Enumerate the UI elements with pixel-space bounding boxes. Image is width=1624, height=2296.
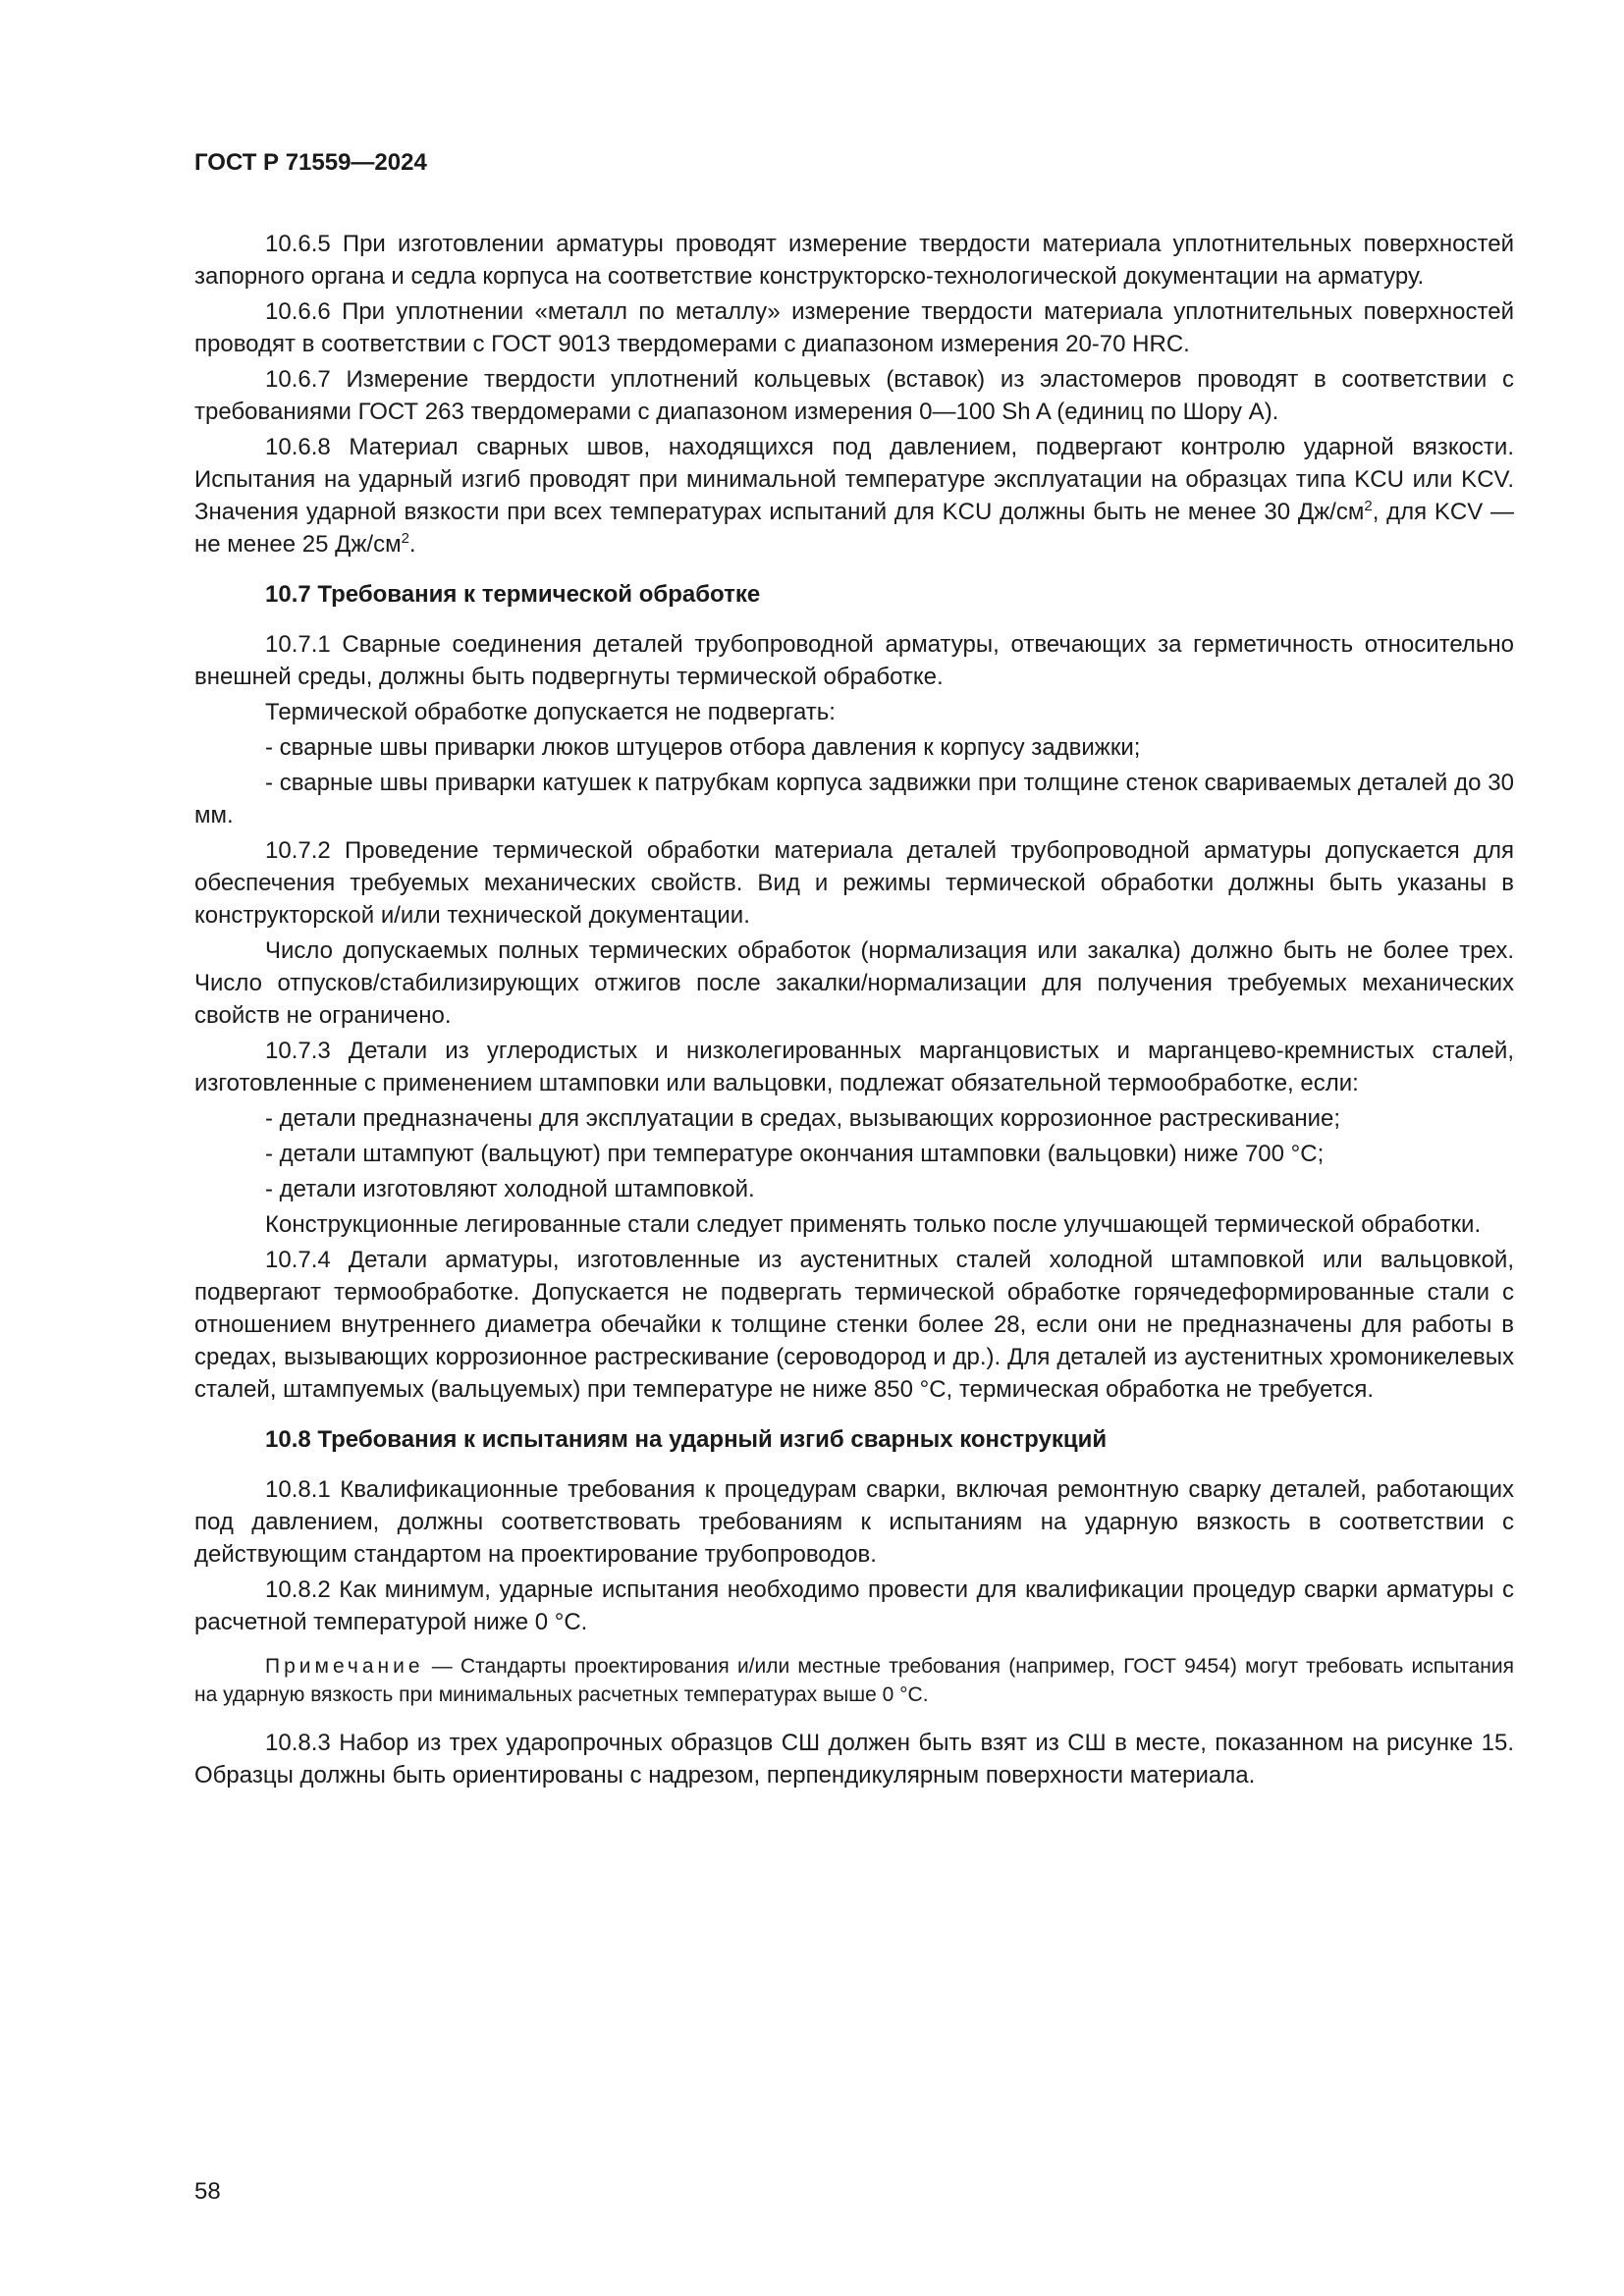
- section-title-10-8: 10.8 Требования к испытаниям на ударный изгиб сварных конструкций: [265, 1426, 1108, 1453]
- paragraph-10-6-5: 10.6.5 При изготовлении арматуры проводят измерение твердости материала уплотнительных поверхностей запорного органа и седла корпуса на соответствие конструкторско-технологической документации на арматуру.: [194, 231, 1514, 290]
- paragraph-10-6-8-part-c: .: [408, 531, 416, 558]
- paragraph-10-8-2: 10.8.2 Как минимум, ударные испытания необходимо провести для квалификации процедур сварки арматуры с расчетной температурой ниже 0 °С.: [194, 1576, 1514, 1635]
- list-item: - детали изготовляют холодной штамповкой.: [265, 1176, 755, 1202]
- paragraph-10-7-1-intro: Термической обработке допускается не подвергать:: [265, 699, 836, 725]
- note-text: — Стандарты проектирования и/или местные требования (например, ГОСТ 9454) могут требовать испытания на ударную вязкость при минимальных расчетных температурах выше 0 °С.: [194, 1655, 1514, 1706]
- list-item: - детали штампуют (вальцуют) при температуре окончания штамповки (вальцовки) ниже 700 °С;: [265, 1141, 1325, 1167]
- paragraph-10-7-2: 10.7.2 Проведение термической обработки материала деталей трубопроводной арматуры допускается для обеспечения требуемых механических свойств. Вид и режимы термической обработки должны быть указаны в конструкторской и/или технической документации.: [194, 837, 1514, 929]
- document-header-id: ГОСТ Р 71559—2024: [194, 149, 427, 176]
- paragraph-10-7-2-limits: Число допускаемых полных термических обработок (нормализация или закалка) должно быть не более трех. Число отпусков/стабилизирующих отжигов после закалки/нормализации для получения требуемых механических свойств не ограничено.: [194, 937, 1514, 1029]
- paragraph-10-6-8: [194, 431, 1514, 561]
- paragraph-10-6-8-part-a: 10.6.8 Материал сварных швов, находящихся под давлением, подвергают контролю ударной вязкости. Испытания на ударный изгиб проводят при минимальной температуре эксплуатации на образцах типа KCU или KCV. Значения ударной вязкости при всех температурах испытаний для KCU должны быть не менее 30 Дж/см: [194, 434, 1514, 525]
- paragraph-10-6-7: 10.6.7 Измерение твердости уплотнений кольцевых (вставок) из эластомеров проводят в соответствии с требованиями ГОСТ 263 твердомерами с диапазоном измерения 0—100 Sh A (единиц по Шору А).: [194, 366, 1514, 425]
- section-title-10-7: 10.7 Требования к термической обработке: [265, 581, 761, 608]
- paragraph-10-7-3: 10.7.3 Детали из углеродистых и низколегированных марганцовистых и марганцево-кремнистых сталей, изготовленные с применением штамповки или вальцовки, подлежат обязательной термообработке, если:: [194, 1038, 1514, 1096]
- paragraph-10-7-4: 10.7.4 Детали арматуры, изготовленные из аустенитных сталей холодной штамповкой или вальцовкой, подвергают термообработке. Допускается не подвергать термической обработке горячедеформированные стали с отношением внутреннего диаметра обечайки к толщине стенки более 28, если они не предназначены для работы в средах, вызывающих коррозионное растрескивание (сероводород и др.). Для деталей из аустенитных хромоникелевых сталей, штампуемых (вальцуемых) при температуре не ниже 850 °С, термическая обработка не требуется.: [194, 1247, 1514, 1403]
- page-number: 58: [194, 2178, 221, 2205]
- paragraph-10-8-3: 10.8.3 Набор из трех ударопрочных образцов СШ должен быть взят из СШ в месте, показанном на рисунке 15. Образцы должны быть ориентированы с надрезом, перпендикулярным поверхности материала.: [194, 1730, 1514, 1789]
- superscript-2: 2: [401, 530, 409, 547]
- paragraph-10-6-8-part-b: , для KCV — не менее 25 Дж/см: [194, 499, 1514, 558]
- note: [194, 1652, 1514, 1709]
- note-label: Примечание: [265, 1655, 424, 1678]
- paragraph-10-6-6: 10.6.6 При уплотнении «металл по металлу» измерение твердости материала уплотнительных поверхностей проводят в соответствии с ГОСТ 9013 твердомерами с диапазоном измерения 20-70 HRC.: [194, 298, 1514, 357]
- document-body: [194, 228, 1514, 1791]
- paragraph-10-8-1: 10.8.1 Квалификационные требования к процедурам сварки, включая ремонтную сварку деталей, работающих под давлением, должны соответствовать требованиям к испытаниям на ударную вязкость в соответствии с действующим стандартом на проектирование трубопроводов.: [194, 1476, 1514, 1568]
- list-item: - детали предназначены для эксплуатации в средах, вызывающих коррозионное растрескивание;: [265, 1105, 1340, 1132]
- list-item: - сварные швы приварки катушек к патрубкам корпуса задвижки при толщине стенок свариваемых деталей до 30 мм.: [194, 770, 1514, 828]
- list-item: - сварные швы приварки люков штуцеров отбора давления к корпусу задвижки;: [265, 734, 1141, 761]
- document-page: [194, 147, 1514, 1794]
- paragraph-10-7-1: 10.7.1 Сварные соединения деталей трубопроводной арматуры, отвечающих за герметичность относительно внешней среды, должны быть подвергнуты термической обработке.: [194, 631, 1514, 690]
- paragraph-10-7-3-alloy: Конструкционные легированные стали следует применять только после улучшающей термической обработки.: [265, 1211, 1482, 1238]
- superscript-2: 2: [1364, 498, 1373, 514]
